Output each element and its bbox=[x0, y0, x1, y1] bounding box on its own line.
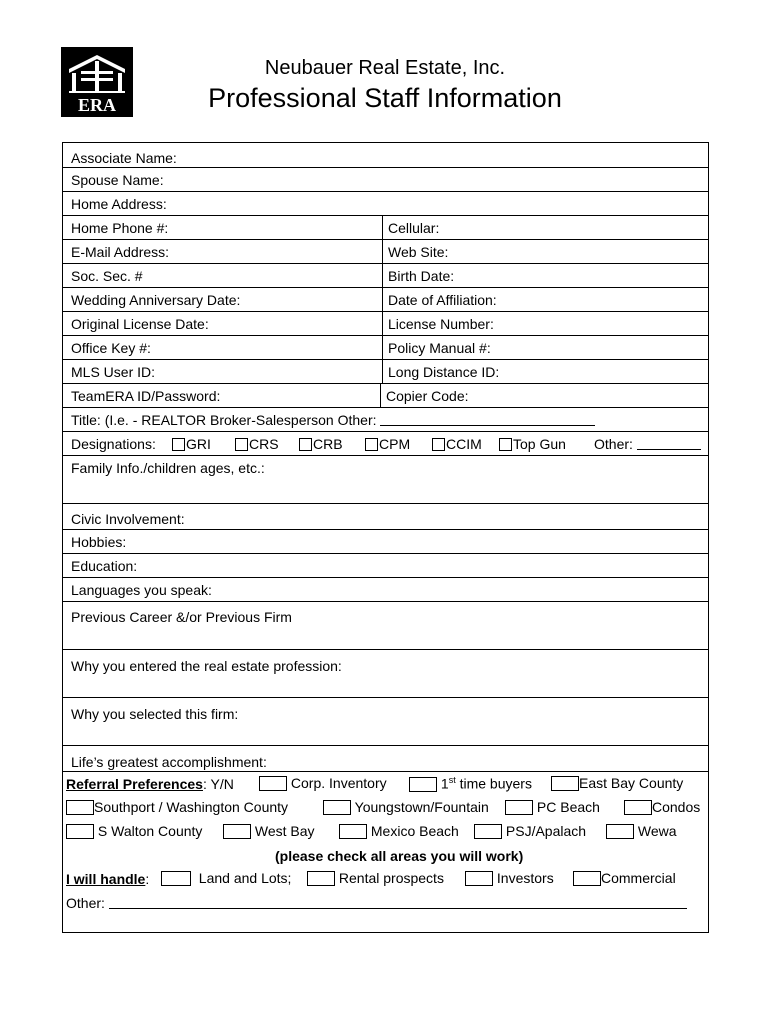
investors-option[interactable] bbox=[465, 870, 554, 886]
ccim-option[interactable] bbox=[432, 436, 482, 452]
topgun-option[interactable] bbox=[499, 436, 566, 452]
email-label: E-Mail Address: bbox=[71, 244, 170, 260]
languages-label: Languages you speak: bbox=[71, 582, 212, 598]
mls-row[interactable] bbox=[63, 360, 708, 384]
teamera-label: TeamERA ID/Password: bbox=[71, 388, 221, 404]
east-bay-blank[interactable] bbox=[551, 776, 579, 791]
psj-option[interactable] bbox=[474, 823, 586, 839]
investors-label: Investors bbox=[496, 870, 554, 886]
crb-label: CRB bbox=[313, 436, 343, 452]
birth-date-label: Birth Date: bbox=[388, 268, 455, 284]
crs-option[interactable] bbox=[235, 436, 279, 452]
mexico-beach-blank[interactable] bbox=[339, 824, 367, 839]
preferences-section bbox=[63, 772, 708, 934]
pc-beach-label: PC Beach bbox=[536, 799, 600, 815]
home-address-row[interactable] bbox=[63, 192, 708, 216]
handle-other-label: Other: bbox=[66, 895, 105, 911]
license-date-label: Original License Date: bbox=[71, 316, 209, 332]
email-row[interactable] bbox=[63, 240, 708, 264]
education-row[interactable] bbox=[63, 554, 708, 578]
logo-text: ERA bbox=[77, 95, 117, 115]
hobbies-label: Hobbies: bbox=[71, 534, 127, 550]
accomplishment-label: Life’s greatest accomplishment: bbox=[71, 754, 267, 770]
long-distance-label: Long Distance ID: bbox=[388, 364, 500, 380]
column-divider bbox=[382, 240, 383, 263]
hobbies-row[interactable] bbox=[63, 530, 708, 554]
wedding-row[interactable] bbox=[63, 288, 708, 312]
column-divider bbox=[382, 312, 383, 335]
why-firm-label: Why you selected this firm: bbox=[71, 706, 239, 722]
handle-other bbox=[66, 895, 687, 911]
cellular-label: Cellular: bbox=[388, 220, 440, 236]
designation-other[interactable] bbox=[594, 436, 701, 452]
why-profession-label: Why you entered the real estate profession: bbox=[71, 658, 342, 674]
s-walton-label: S Walton County bbox=[97, 823, 203, 839]
crb-checkbox[interactable] bbox=[299, 438, 312, 451]
associate-name-label: Associate Name: bbox=[71, 150, 177, 166]
designations-label: Designations: bbox=[71, 436, 156, 452]
psj-label: PSJ/Apalach bbox=[505, 823, 587, 839]
corp-inventory-label: Corp. Inventory bbox=[290, 775, 387, 791]
rental-label: Rental prospects bbox=[338, 870, 444, 886]
east-bay-label: East Bay County bbox=[579, 775, 684, 791]
southport-label: Southport / Washington County bbox=[94, 799, 289, 815]
home-address-label: Home Address: bbox=[71, 196, 167, 212]
east-bay-option[interactable] bbox=[551, 775, 683, 791]
topgun-checkbox[interactable] bbox=[499, 438, 512, 451]
policy-manual-label: Policy Manual #: bbox=[388, 340, 491, 356]
column-divider bbox=[382, 216, 383, 239]
rental-blank[interactable] bbox=[307, 871, 335, 886]
mexico-beach-label: Mexico Beach bbox=[370, 823, 459, 839]
first-time-label: time buyers bbox=[455, 775, 532, 792]
s-walton-blank[interactable] bbox=[66, 824, 94, 839]
mls-user-label: MLS User ID: bbox=[71, 364, 156, 380]
languages-row[interactable] bbox=[63, 578, 708, 602]
first-time-sup: st bbox=[448, 775, 456, 785]
crb-option[interactable] bbox=[299, 436, 343, 452]
cpm-checkbox[interactable] bbox=[365, 438, 378, 451]
pc-beach-option[interactable] bbox=[505, 799, 600, 815]
office-key-row[interactable] bbox=[63, 336, 708, 360]
previous-row[interactable] bbox=[63, 602, 708, 650]
pc-beach-blank[interactable] bbox=[505, 800, 533, 815]
land-lots-blank[interactable] bbox=[161, 871, 191, 886]
license-row[interactable] bbox=[63, 312, 708, 336]
crs-label: CRS bbox=[249, 436, 279, 452]
first-time-num: 1 bbox=[440, 775, 449, 792]
column-divider bbox=[382, 264, 383, 287]
corp-inventory-option[interactable] bbox=[259, 775, 387, 791]
corp-inventory-blank[interactable] bbox=[259, 776, 287, 791]
column-divider bbox=[380, 384, 381, 407]
first-time-option[interactable] bbox=[409, 775, 532, 792]
designation-other-line[interactable] bbox=[637, 449, 701, 450]
title-other-line[interactable] bbox=[380, 425, 595, 426]
designation-other-label: Other: bbox=[594, 436, 633, 452]
accomplishment-row[interactable] bbox=[63, 746, 708, 772]
teamera-row[interactable] bbox=[63, 384, 708, 408]
handle-other-line[interactable] bbox=[109, 908, 687, 909]
s-walton-option[interactable] bbox=[66, 823, 202, 839]
commercial-option[interactable] bbox=[573, 870, 676, 886]
psj-blank[interactable] bbox=[474, 824, 502, 839]
soc-sec-row[interactable] bbox=[63, 264, 708, 288]
title-row[interactable] bbox=[63, 408, 708, 432]
license-number-label: License Number: bbox=[388, 316, 494, 332]
commercial-label: Commercial bbox=[601, 870, 676, 886]
handle-colon: : bbox=[145, 871, 150, 887]
referral-label bbox=[66, 776, 234, 792]
house-logo-icon bbox=[61, 47, 133, 117]
phone-row[interactable] bbox=[63, 216, 708, 240]
previous-label: Previous Career &/or Previous Firm bbox=[71, 609, 292, 625]
era-logo bbox=[61, 47, 133, 117]
west-bay-label: West Bay bbox=[254, 823, 315, 839]
commercial-blank[interactable] bbox=[573, 871, 601, 886]
youngstown-blank[interactable] bbox=[323, 800, 351, 815]
referral-yn: : Y/N bbox=[202, 776, 234, 792]
investors-blank[interactable] bbox=[465, 871, 493, 886]
family-row[interactable] bbox=[63, 456, 708, 504]
check-areas-note: (please check all areas you will work) bbox=[275, 848, 524, 864]
land-lots-option[interactable] bbox=[161, 870, 291, 886]
wedding-label: Wedding Anniversary Date: bbox=[71, 292, 241, 308]
gri-checkbox[interactable] bbox=[172, 438, 185, 451]
west-bay-option[interactable] bbox=[223, 823, 315, 839]
column-divider bbox=[382, 336, 383, 359]
ccim-label: CCIM bbox=[446, 436, 482, 452]
affiliation-label: Date of Affiliation: bbox=[388, 292, 497, 308]
referral-title: Referral Preferences bbox=[66, 776, 203, 792]
column-divider bbox=[382, 360, 383, 383]
column-divider bbox=[382, 288, 383, 311]
ccim-checkbox[interactable] bbox=[432, 438, 445, 451]
cpm-label: CPM bbox=[379, 436, 411, 452]
rental-option[interactable] bbox=[307, 870, 444, 886]
designations-row bbox=[63, 432, 708, 456]
associate-name-row[interactable] bbox=[63, 143, 708, 168]
handle-label bbox=[66, 871, 149, 887]
youngstown-option[interactable] bbox=[323, 799, 489, 815]
topgun-label: Top Gun bbox=[513, 436, 566, 452]
family-label: Family Info./children ages, etc.: bbox=[71, 460, 265, 476]
handle-title: I will handle bbox=[66, 871, 146, 887]
southport-blank[interactable] bbox=[66, 800, 94, 815]
condos-blank[interactable] bbox=[624, 800, 652, 815]
condos-option[interactable] bbox=[624, 799, 700, 815]
mexico-beach-option[interactable] bbox=[339, 823, 459, 839]
wewa-label: Wewa bbox=[637, 823, 677, 839]
spouse-name-label: Spouse Name: bbox=[71, 172, 164, 188]
education-label: Education: bbox=[71, 558, 138, 574]
west-bay-blank[interactable] bbox=[223, 824, 251, 839]
wewa-blank[interactable] bbox=[606, 824, 634, 839]
land-lots-label: Land and Lots; bbox=[198, 870, 292, 886]
home-phone-label: Home Phone #: bbox=[71, 220, 169, 236]
title-label bbox=[71, 412, 595, 428]
spouse-name-row[interactable] bbox=[63, 168, 708, 192]
youngstown-label: Youngstown/Fountain bbox=[354, 799, 489, 815]
condos-label: Condos bbox=[652, 799, 701, 815]
why-firm-row[interactable] bbox=[63, 698, 708, 746]
cpm-option[interactable] bbox=[365, 436, 410, 452]
web-site-label: Web Site: bbox=[388, 244, 449, 260]
page-title: Professional Staff Information bbox=[208, 83, 562, 113]
company-name: Neubauer Real Estate, Inc. bbox=[264, 57, 506, 79]
staff-form bbox=[62, 142, 709, 933]
crs-checkbox[interactable] bbox=[235, 438, 248, 451]
title-text: Title: (I.e. - REALTOR Broker-Salesperson Other: bbox=[71, 412, 377, 428]
civic-label: Civic Involvement: bbox=[71, 511, 185, 527]
gri-label: GRI bbox=[186, 436, 211, 452]
southport-option[interactable] bbox=[66, 799, 288, 815]
wewa-option[interactable] bbox=[606, 823, 677, 839]
soc-sec-label: Soc. Sec. # bbox=[71, 268, 143, 284]
first-time-blank[interactable] bbox=[409, 777, 437, 792]
copier-label: Copier Code: bbox=[386, 388, 469, 404]
civic-row[interactable] bbox=[63, 504, 708, 530]
office-key-label: Office Key #: bbox=[71, 340, 151, 356]
gri-option[interactable] bbox=[172, 436, 211, 452]
why-profession-row[interactable] bbox=[63, 650, 708, 698]
